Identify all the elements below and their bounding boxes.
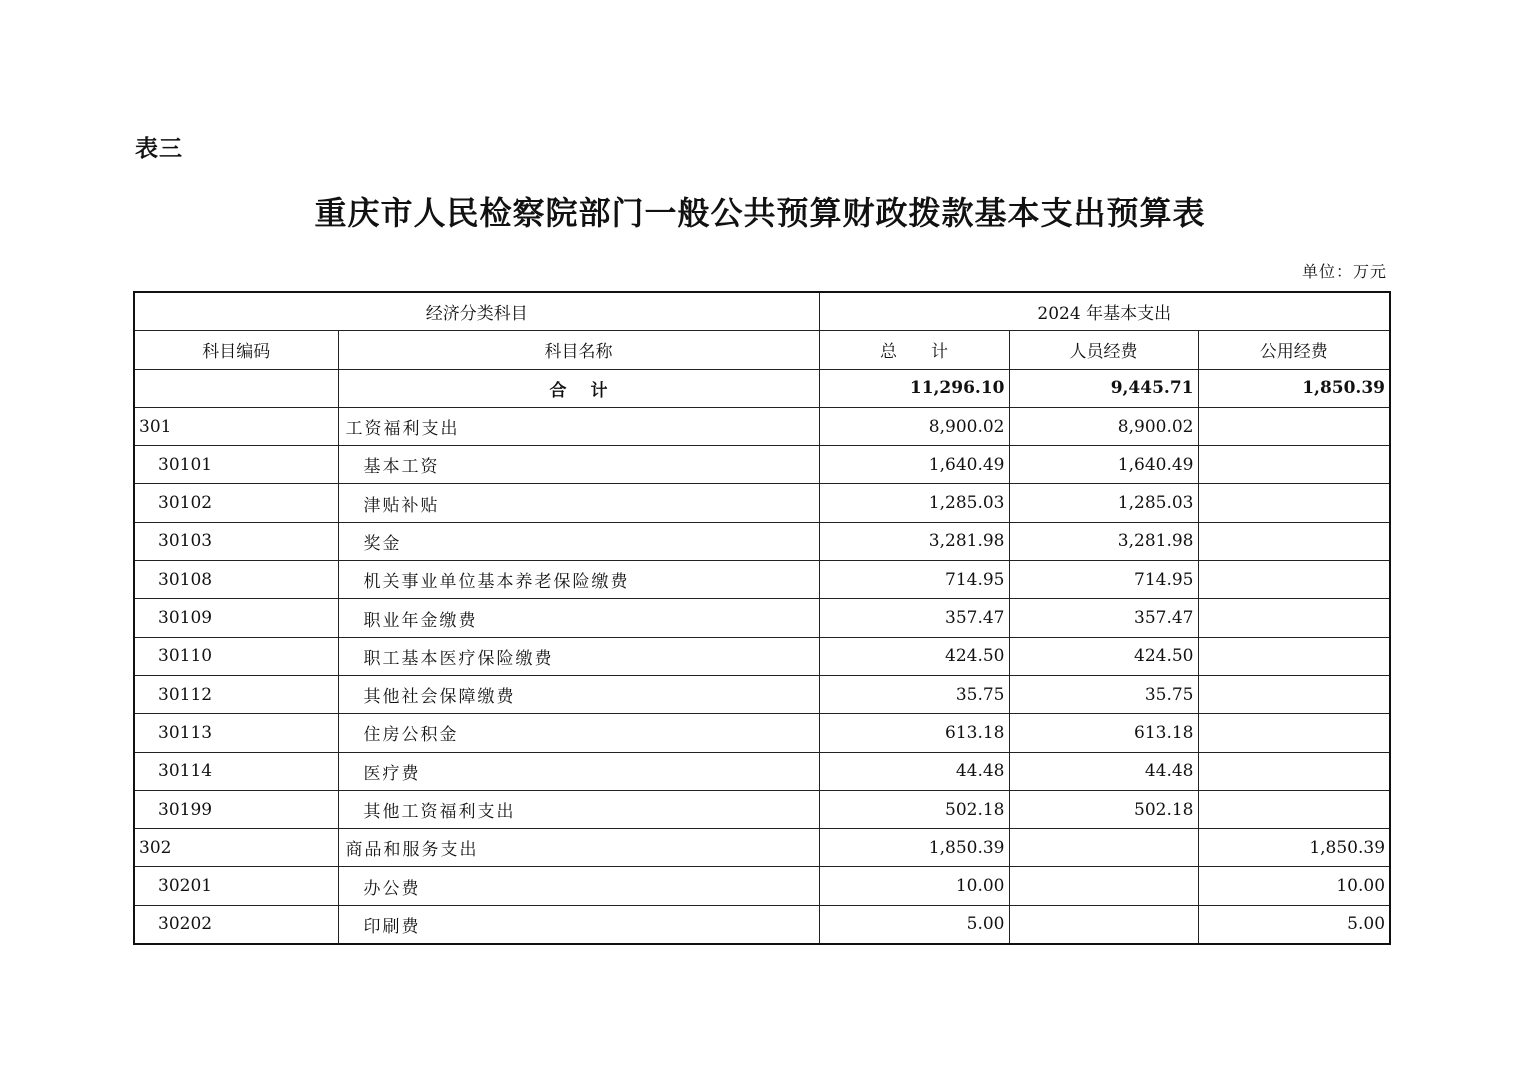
table-row [134, 867, 1390, 905]
row-public-cell [1198, 637, 1390, 675]
row-personnel-cell: 1,640.49 [1009, 446, 1198, 484]
row-public-cell [1198, 752, 1390, 790]
row-name-cell: 其他工资福利支出 [338, 790, 819, 828]
table-row [134, 446, 1390, 484]
row-code-cell: 30112 [134, 675, 338, 713]
row-name-cell: 基本工资 [338, 446, 819, 484]
category-group-header: 经济分类科目 [134, 292, 819, 331]
total-row-personnel: 9,445.71 [1009, 369, 1198, 407]
row-public-cell [1198, 790, 1390, 828]
total-row-label: 合计 [338, 369, 819, 407]
column-header-row [134, 331, 1390, 369]
row-public-cell [1198, 561, 1390, 599]
row-name-cell: 奖金 [338, 522, 819, 560]
row-public-cell: 10.00 [1198, 867, 1390, 905]
row-personnel-cell [1009, 905, 1198, 944]
row-name-cell: 其他社会保障缴费 [338, 675, 819, 713]
row-total-cell: 1,285.03 [819, 484, 1009, 522]
row-name-cell: 职工基本医疗保险缴费 [338, 637, 819, 675]
table-row [134, 407, 1390, 445]
total-row-total: 11,296.10 [819, 369, 1009, 407]
row-total-cell: 502.18 [819, 790, 1009, 828]
row-code-cell: 30202 [134, 905, 338, 944]
row-total-cell: 8,900.02 [819, 407, 1009, 445]
row-personnel-cell: 714.95 [1009, 561, 1198, 599]
table-row [134, 637, 1390, 675]
row-public-cell: 1,850.39 [1198, 829, 1390, 867]
total-row [134, 369, 1390, 407]
row-code-cell: 30103 [134, 522, 338, 560]
row-personnel-cell [1009, 829, 1198, 867]
row-code-cell: 30108 [134, 561, 338, 599]
row-total-cell: 613.18 [819, 714, 1009, 752]
year-group-header: 2024 年基本支出 [819, 292, 1390, 331]
table-row [134, 522, 1390, 560]
row-public-cell [1198, 484, 1390, 522]
public-column-header: 公用经费 [1198, 331, 1390, 369]
table-row [134, 714, 1390, 752]
row-total-cell: 714.95 [819, 561, 1009, 599]
row-code-cell: 302 [134, 829, 338, 867]
row-total-cell: 5.00 [819, 905, 1009, 944]
row-name-cell: 工资福利支出 [338, 407, 819, 445]
document-title: 重庆市人民检察院部门一般公共预算财政拨款基本支出预算表 [314, 194, 1206, 232]
row-public-cell [1198, 446, 1390, 484]
personnel-column-header: 人员经费 [1009, 331, 1198, 369]
row-personnel-cell: 357.47 [1009, 599, 1198, 637]
row-name-cell: 印刷费 [338, 905, 819, 944]
table-row [134, 829, 1390, 867]
table-row [134, 752, 1390, 790]
row-personnel-cell: 8,900.02 [1009, 407, 1198, 445]
row-name-cell: 医疗费 [338, 752, 819, 790]
row-total-cell: 424.50 [819, 637, 1009, 675]
table-number-label: 表三 [135, 136, 183, 162]
row-total-cell: 1,850.39 [819, 829, 1009, 867]
row-public-cell [1198, 599, 1390, 637]
table-row [134, 675, 1390, 713]
row-total-cell: 10.00 [819, 867, 1009, 905]
row-public-cell [1198, 714, 1390, 752]
row-code-cell: 30199 [134, 790, 338, 828]
row-public-cell [1198, 522, 1390, 560]
row-total-cell: 357.47 [819, 599, 1009, 637]
row-code-cell: 30109 [134, 599, 338, 637]
row-code-cell: 30102 [134, 484, 338, 522]
total-row-code [134, 369, 338, 407]
row-code-cell: 30101 [134, 446, 338, 484]
row-public-cell: 5.00 [1198, 905, 1390, 944]
total-row-public: 1,850.39 [1198, 369, 1390, 407]
row-personnel-cell: 1,285.03 [1009, 484, 1198, 522]
row-personnel-cell [1009, 867, 1198, 905]
row-total-cell: 1,640.49 [819, 446, 1009, 484]
table-row [134, 905, 1390, 944]
row-name-cell: 津贴补贴 [338, 484, 819, 522]
row-name-cell: 机关事业单位基本养老保险缴费 [338, 561, 819, 599]
row-total-cell: 35.75 [819, 675, 1009, 713]
table-row [134, 561, 1390, 599]
row-personnel-cell: 613.18 [1009, 714, 1198, 752]
group-header-row [134, 292, 1390, 331]
row-personnel-cell: 35.75 [1009, 675, 1198, 713]
row-name-cell: 办公费 [338, 867, 819, 905]
row-code-cell: 30110 [134, 637, 338, 675]
row-personnel-cell: 44.48 [1009, 752, 1198, 790]
row-total-cell: 44.48 [819, 752, 1009, 790]
row-code-cell: 30114 [134, 752, 338, 790]
table-row [134, 599, 1390, 637]
row-personnel-cell: 502.18 [1009, 790, 1198, 828]
row-public-cell [1198, 407, 1390, 445]
total-column-header: 总 计 [819, 331, 1009, 369]
row-personnel-cell: 3,281.98 [1009, 522, 1198, 560]
row-code-cell: 301 [134, 407, 338, 445]
unit-label: 单位：万元 [1301, 262, 1387, 281]
budget-table [133, 291, 1391, 945]
row-code-cell: 30113 [134, 714, 338, 752]
row-personnel-cell: 424.50 [1009, 637, 1198, 675]
row-total-cell: 3,281.98 [819, 522, 1009, 560]
table-row [134, 484, 1390, 522]
row-code-cell: 30201 [134, 867, 338, 905]
row-name-cell: 住房公积金 [338, 714, 819, 752]
table-row [134, 790, 1390, 828]
code-column-header: 科目编码 [134, 331, 338, 369]
row-public-cell [1198, 675, 1390, 713]
row-name-cell: 职业年金缴费 [338, 599, 819, 637]
row-name-cell: 商品和服务支出 [338, 829, 819, 867]
name-column-header: 科目名称 [338, 331, 819, 369]
